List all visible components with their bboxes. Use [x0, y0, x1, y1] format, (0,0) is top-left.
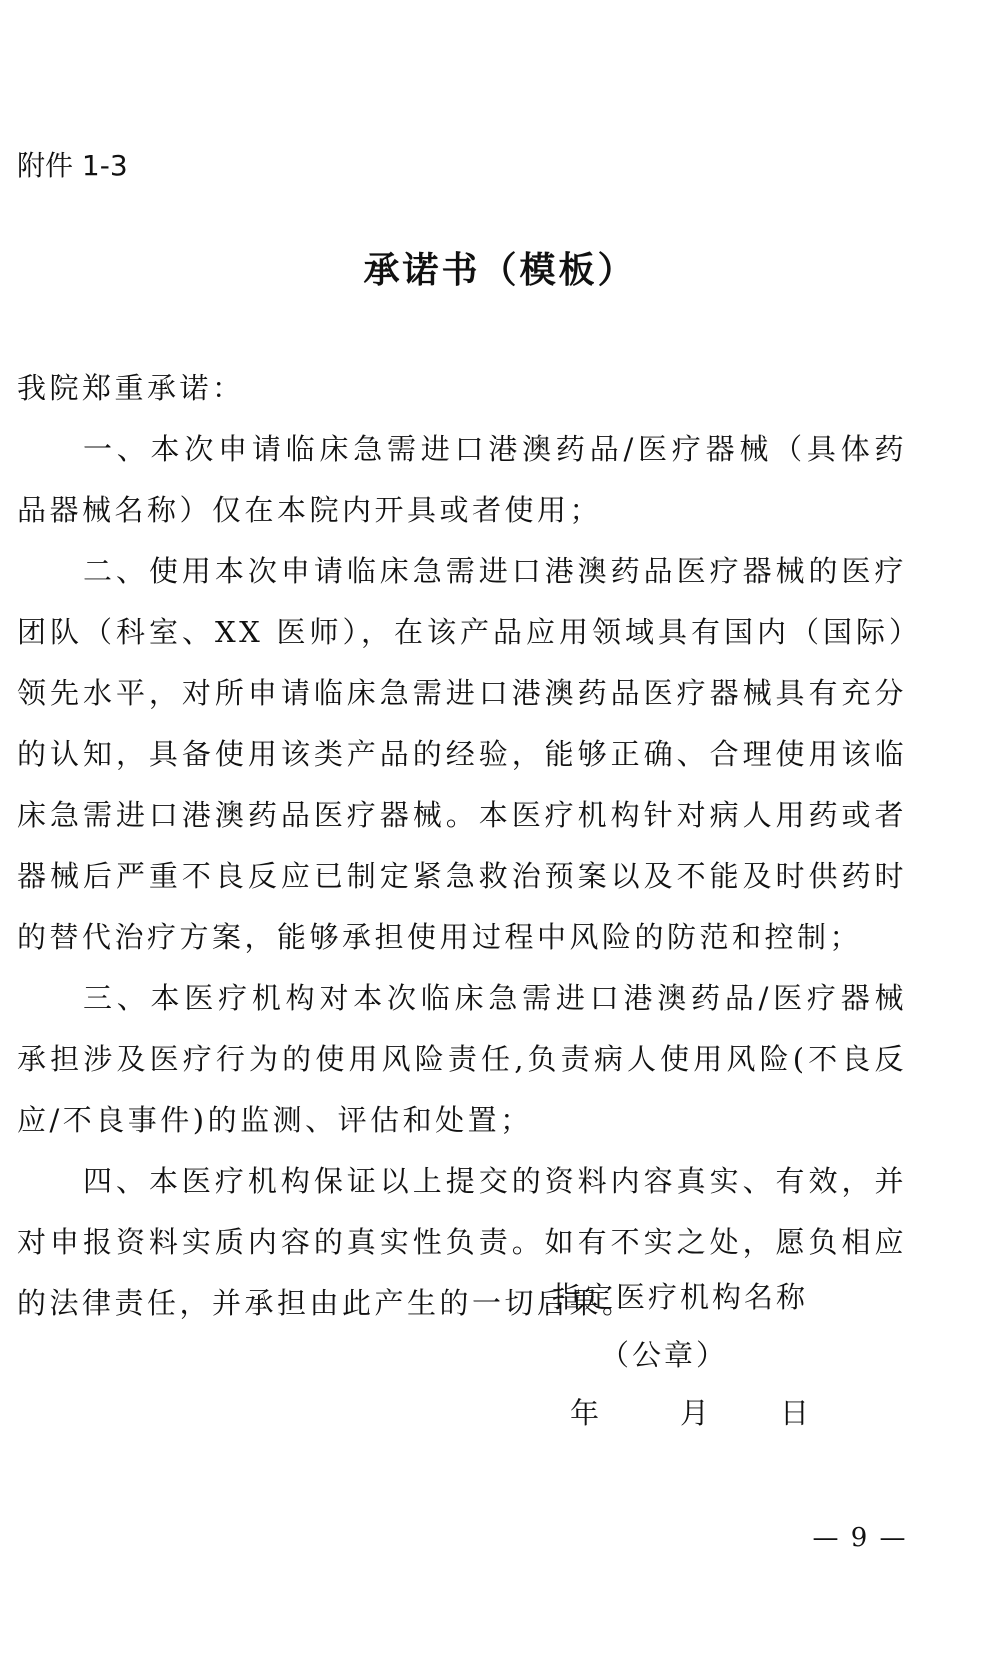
official-seal-label: （公章）	[600, 1338, 729, 1372]
date-year: 年	[570, 1396, 603, 1430]
attachment-label: 附件 1-3	[17, 149, 128, 182]
paragraph-4: 四、本医疗机构保证以上提交的资料内容真实、有效，并对申报资料实质内容的真实性负责。如有不实之处，愿负相应的法律责任，并承担由此产生的一切后果。	[17, 1164, 907, 1320]
paragraph-3: 三、本医疗机构对本次临床急需进口港澳药品/医疗器械承担涉及医疗行为的使用风险责任,负责病人使用风险(不良反应/不良事件)的监测、评估和处置；	[17, 981, 907, 1137]
document-body	[17, 358, 907, 1334]
opening-line: 我院郑重承诺：	[17, 371, 245, 405]
document-title: 承诺书（模板）	[363, 250, 637, 291]
institution-name: 指定医疗机构名称	[552, 1280, 809, 1314]
page-number: — 9 —	[812, 1523, 908, 1553]
date-day: 日	[780, 1396, 813, 1430]
paragraph-1: 一、本次申请临床急需进口港澳药品/医疗器械（具体药品器械名称）仅在本院内开具或者使用；	[17, 432, 907, 527]
date-month: 月	[680, 1396, 713, 1430]
paragraph-2: 二、使用本次申请临床急需进口港澳药品医疗器械的医疗团队（科室、XX 医师），在该产品应用领域具有国内（国际）领先水平，对所申请临床急需进口港澳药品医疗器械具有充分的认知，具备使用该类产品的经验，能够正确、合理使用该临床急需进口港澳药品医疗器械。本医疗机构针对病人用药或者器械后严重不良反应已制定紧急救治预案以及不能及时供药时的替代治疗方案，能够承担使用过程中风险的防范和控制；	[17, 554, 907, 954]
